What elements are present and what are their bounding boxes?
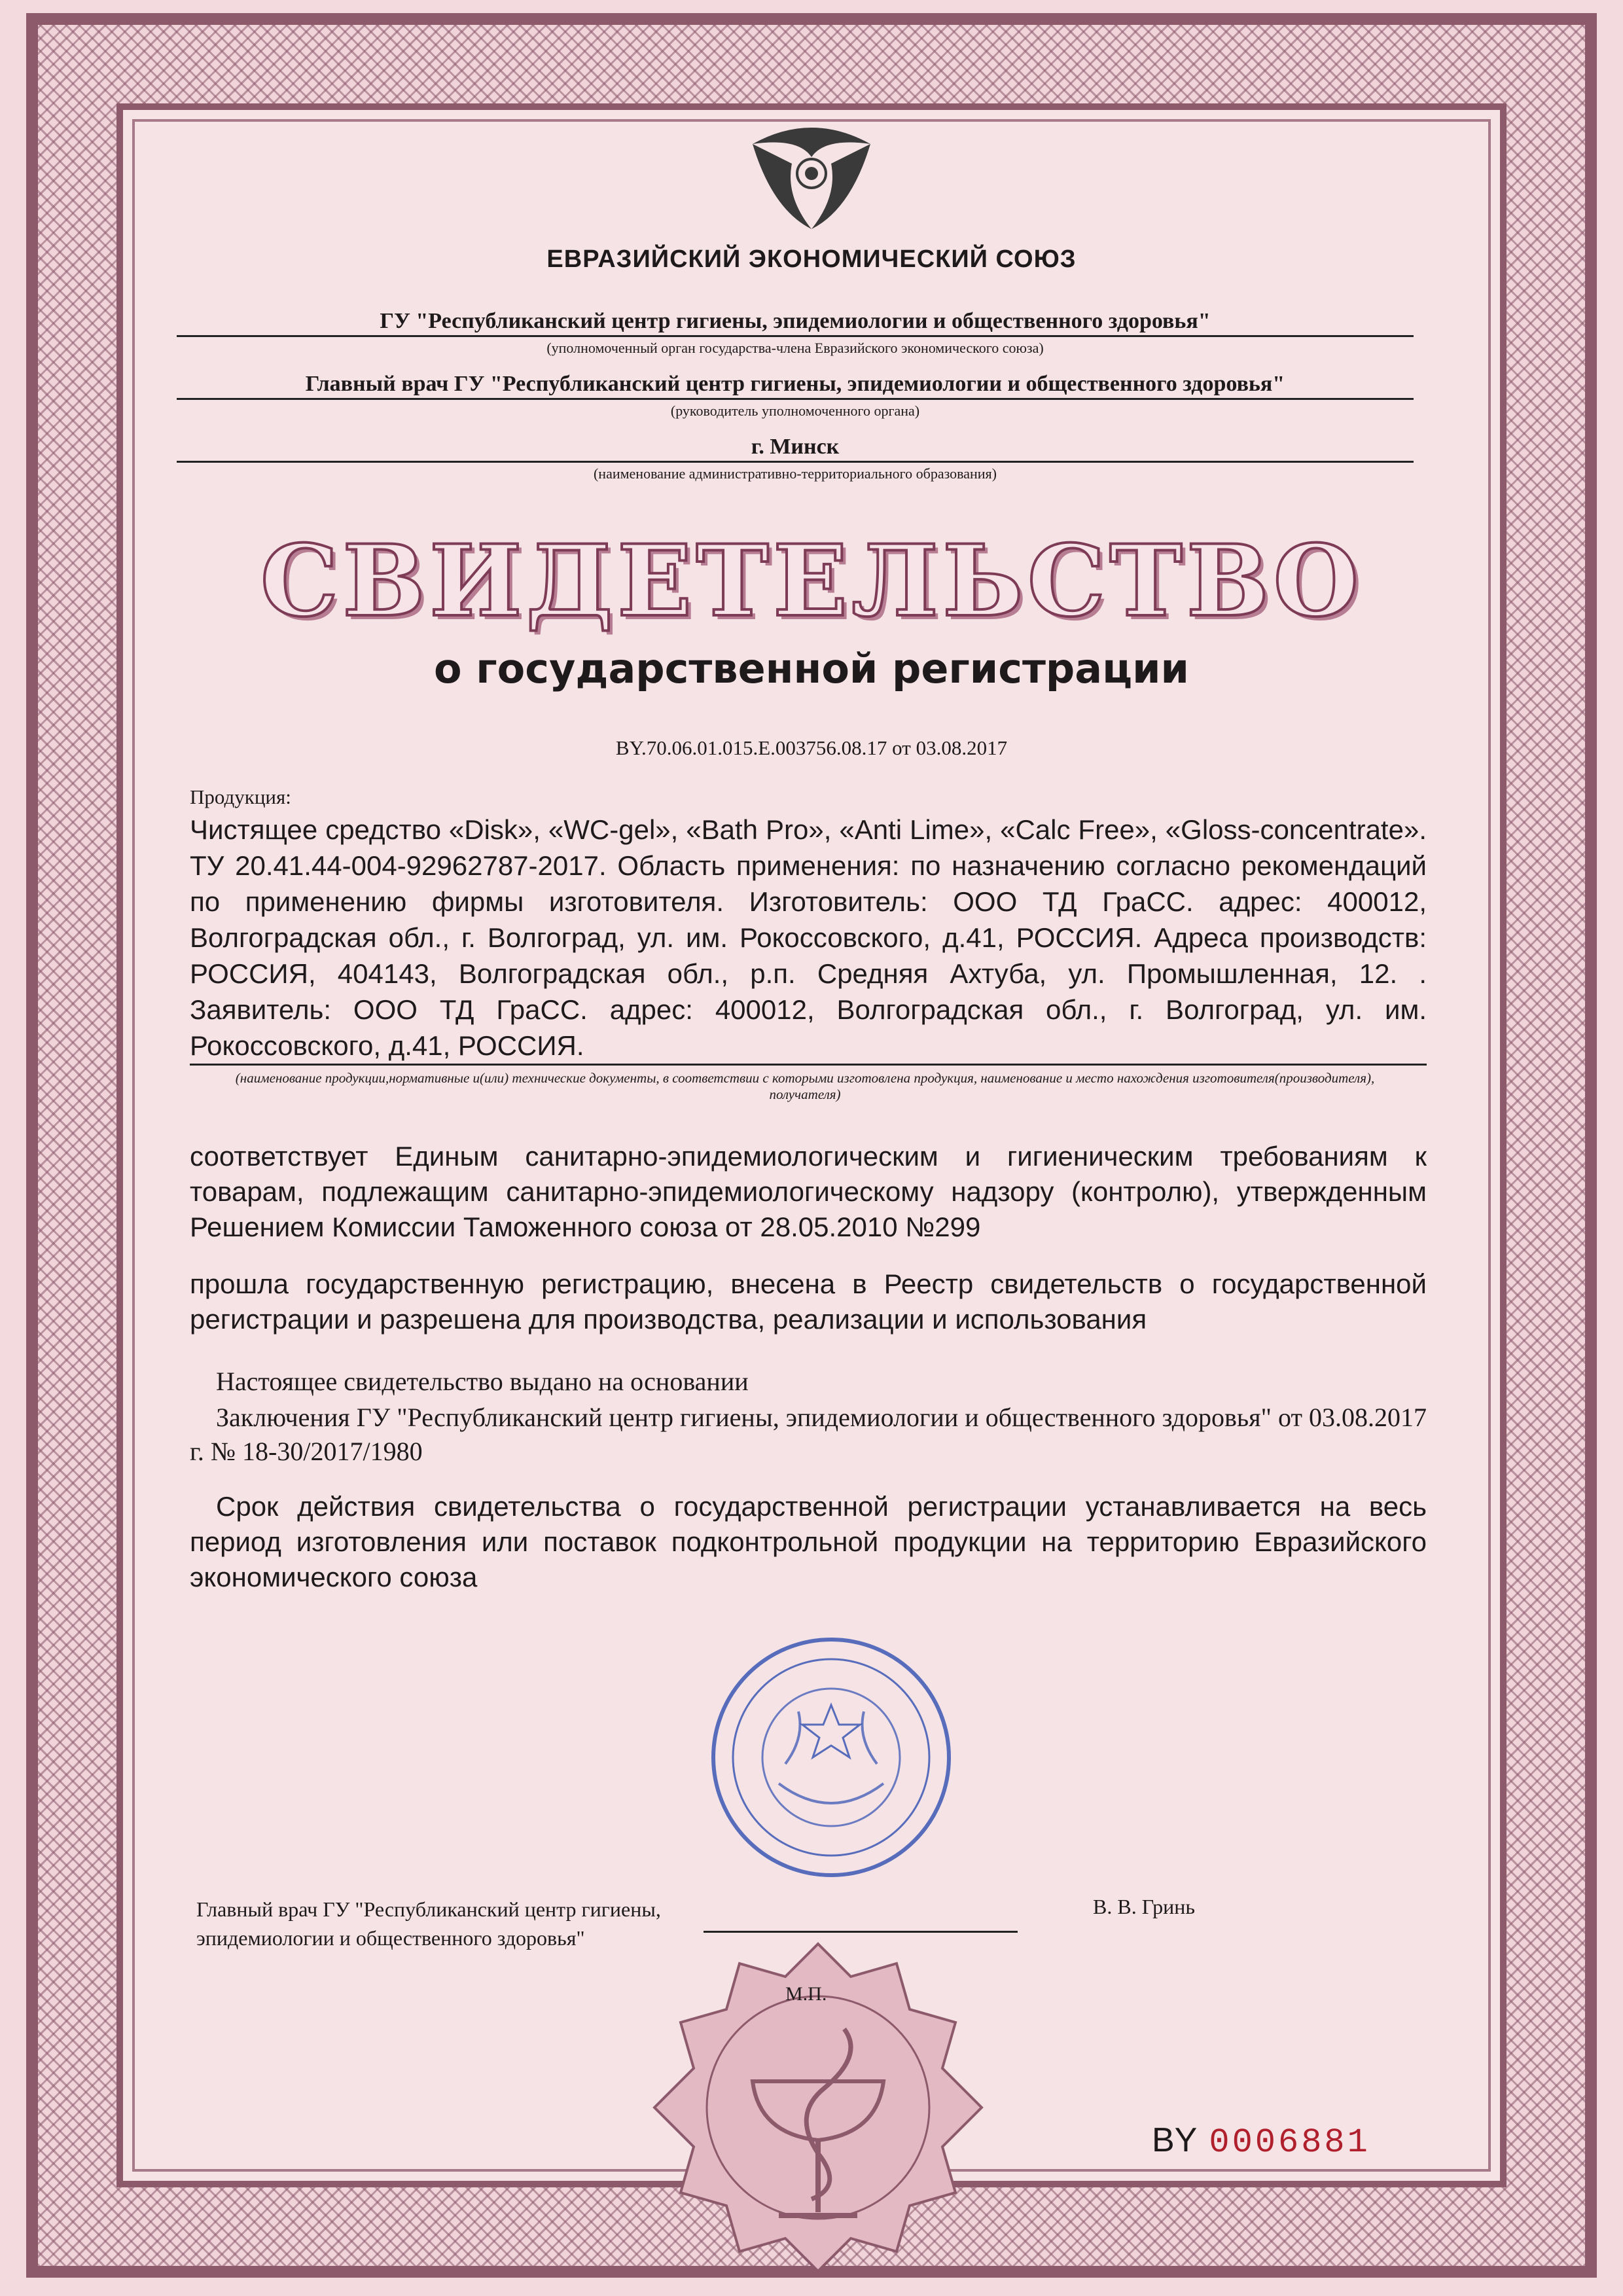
- city-field: [177, 435, 1414, 482]
- document-title: СВИДЕТЕЛЬСТВО: [260, 524, 1363, 639]
- union-name: ЕВРАЗИЙСКИЙ ЭКОНОМИЧЕСКИЙ СОЮЗ: [546, 245, 1077, 273]
- product-description: Чистящее средство «Disk», «WC-gel», «Bath Pro», «Anti Lime», «Calc Free», «Gloss-concentrate». ТУ 20.41.44-004-92962787-2017. Область применения: по назначению согласно рекомендаций по применению фирмы изготовителя. Изготовитель: ООО ТД ГраСС. адрес: 400012, Волгоградская обл., г. Волгоград, ул. им. Рокоссовского, д.41, РОССИЯ. Адреса производств: РОССИЯ, 404143, Волгоградская обл., р.п. Средняя Ахтуба, ул. Промышленная, 12. . Заявитель: ООО ТД ГраСС. адрес: 400012, Волгоградская обл., г. Волгоград, ул. им. Рокоссовского, д.41, РОССИЯ.: [190, 812, 1427, 1066]
- product-label: Продукция:: [190, 785, 291, 808]
- signatory-position: Главный врач ГУ "Республиканский центр гигиены, эпидемиологии и общественного здоровья": [196, 1897, 661, 1950]
- serial-prefix: BY: [1152, 2121, 1198, 2159]
- product-caption: (наименование продукции,нормативные и(или) технические документы, в соответствии с которыми изготовлена продукция, наименование и место нахождения изготовителя(производителя), получателя): [235, 1070, 1375, 1102]
- validity-text: Срок действия свидетельства о государственной регистрации устанавливается на весь период изготовления или поставок подконтрольной продукции на территорию Евразийского экономического союза: [190, 1491, 1427, 1592]
- seal-place-label: М.П.: [785, 1983, 827, 2005]
- serial-number: [1152, 2121, 1370, 2162]
- serial-digits: 0006881: [1209, 2123, 1370, 2162]
- basis-text: Заключения ГУ "Республиканский центр гигиены, эпидемиологии и общественного здоровья" от 03.08.2017 г. № 18-30/2017/1980: [190, 1403, 1427, 1466]
- authority-caption: (уполномоченный орган государства-члена Евразийского экономического союза): [546, 340, 1044, 356]
- official-stamp-icon: [707, 1633, 955, 1882]
- authority-name: ГУ "Республиканский центр гигиены, эпидемиологии и общественного здоровья": [177, 309, 1414, 337]
- registration-number: BY.70.06.01.015.E.003756.08.17 от 03.08.2017: [615, 736, 1008, 759]
- compliance-text: соответствует Единым санитарно-эпидемиологическим и гигиеническим требованиям к товарам, подлежащим санитарно-эпидемиологическому надзору (контролю), утвержденным Решением Комиссии Таможенного союза от 28.05.2010 №299: [190, 1141, 1427, 1242]
- eaeu-emblem-icon: [713, 118, 910, 249]
- basis-intro: Настоящее свидетельство выдано на основании: [216, 1367, 749, 1396]
- signature-line: [704, 1931, 1018, 1933]
- authority-field: [177, 309, 1414, 357]
- registration-text: прошла государственную регистрацию, внесена в Реестр свидетельств о государственной регистрации и разрешена для производства, реализации и использования: [190, 1268, 1427, 1335]
- head-caption: (руководитель уполномоченного органа): [670, 403, 920, 419]
- city-caption: (наименование административно-территориального образования): [593, 465, 997, 482]
- head-field: [177, 372, 1414, 420]
- head-name: Главный врач ГУ "Республиканский центр гигиены, эпидемиологии и общественного здоровья": [177, 372, 1414, 400]
- document-subtitle: о государственной регистрации: [434, 645, 1189, 692]
- signatory-name: В. В. Гринь: [1093, 1895, 1196, 1918]
- city-name: г. Минск: [177, 435, 1414, 463]
